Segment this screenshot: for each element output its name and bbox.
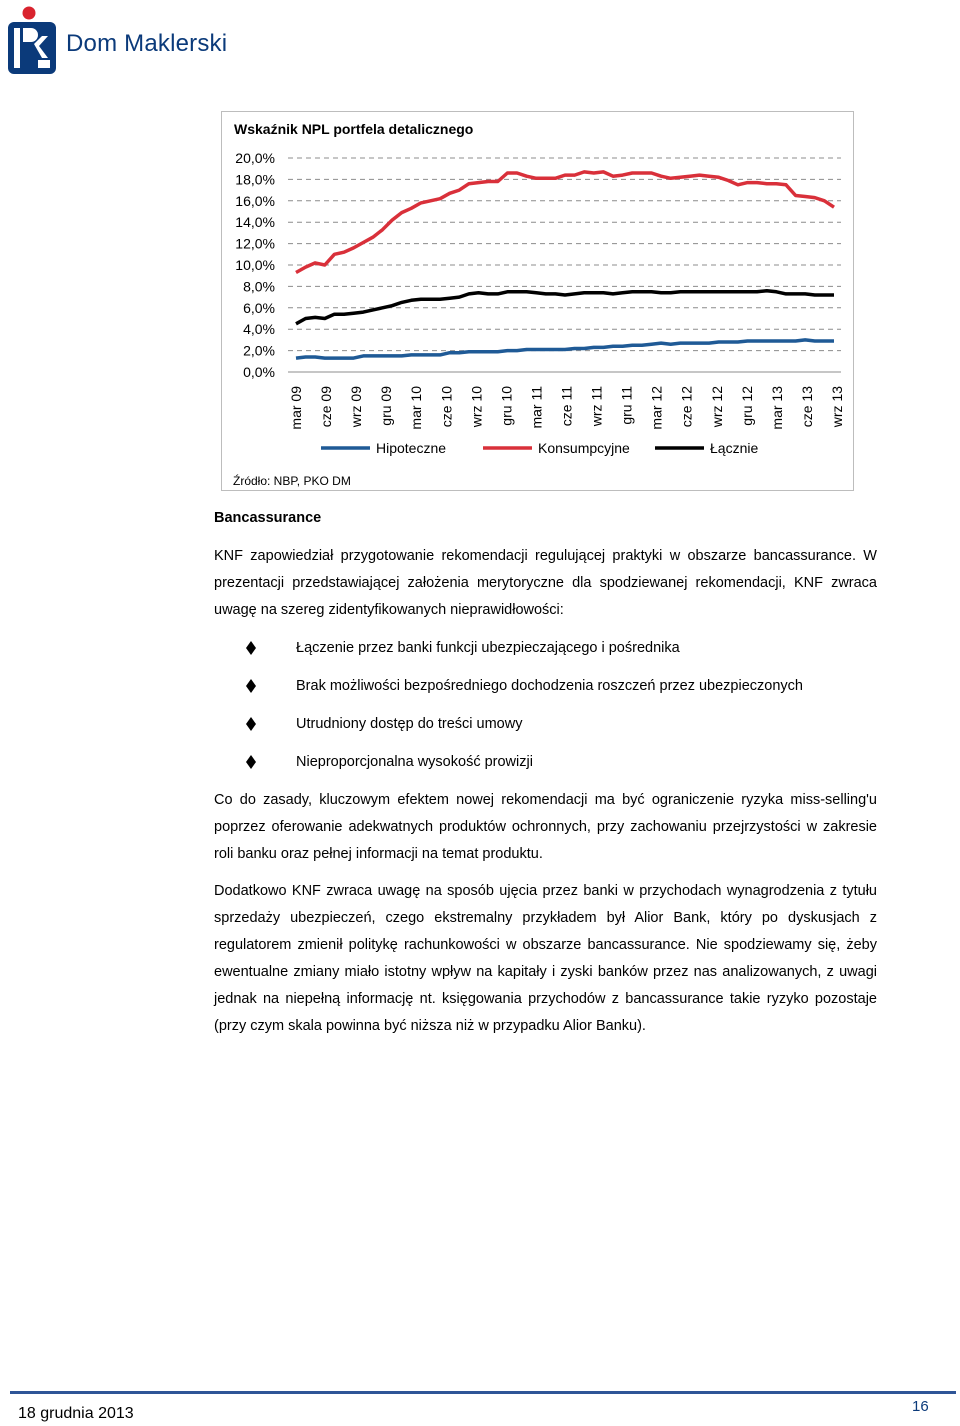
paragraph-intro: KNF zapowiedział przygotowanie rekomendacji regulującej praktyki w obszarze bancassurance. W prezentacji przedstawiającej założenia merytoryczne dla spodziewanej rekomendacji, KNF zwraca uwagę na szereg zidentyfikowanych nieprawidłowości:	[214, 548, 877, 618]
bullet-list	[246, 636, 866, 788]
series-line	[296, 340, 834, 358]
section-heading: Bancassurance	[214, 510, 322, 526]
y-tick-label: 6,0%	[243, 299, 275, 316]
bullet-text: Utrudniony dostęp do treści umowy	[296, 716, 523, 732]
y-tick-label: 12,0%	[235, 235, 275, 252]
x-tick-label: cze 09	[318, 386, 335, 428]
diamond-bullet-icon	[246, 717, 256, 731]
logo-red-dot-icon	[23, 7, 36, 20]
x-tick-label: wrz 12	[708, 386, 725, 428]
npl-line-chart	[221, 111, 854, 491]
legend-label: Hipoteczne	[376, 440, 447, 456]
x-tick-label: mar 11	[528, 386, 545, 429]
x-tick-label: wrz 13	[829, 386, 845, 428]
x-tick-label: wrz 10	[468, 386, 485, 428]
x-tick-label: cze 12	[678, 386, 695, 428]
list-item	[246, 712, 866, 750]
x-tick-label: cze 10	[438, 386, 455, 428]
x-tick-label: gru 12	[738, 386, 755, 426]
y-tick-label: 4,0%	[243, 321, 275, 338]
y-tick-label: 0,0%	[243, 364, 275, 380]
paragraph-effect: Co do zasady, kluczowym efektem nowej rekomendacji ma być ograniczenie ryzyka miss-selling'u poprzez oferowanie adekwatnych produktów ochronnych, przy zachowaniu przejrzystości w zakresie roli banku oraz pełnej informacji na temat produktu.	[214, 792, 877, 862]
bullet-text: Łączenie przez banki funkcji ubezpieczającego i pośrednika	[296, 640, 680, 656]
chart-title: Wskaźnik NPL portfela detalicznego	[234, 121, 474, 137]
diamond-bullet-icon	[246, 755, 256, 769]
y-tick-label: 20,0%	[235, 150, 275, 166]
y-tick-label: 18,0%	[235, 171, 275, 188]
y-tick-label: 14,0%	[235, 214, 275, 231]
x-tick-label: gru 11	[618, 386, 635, 425]
x-tick-label: cze 11	[558, 386, 575, 427]
legend-label: Konsumpcyjne	[538, 440, 630, 456]
diamond-bullet-icon	[246, 679, 256, 693]
y-tick-label: 10,0%	[235, 257, 275, 273]
x-tick-label: cze 13	[798, 386, 815, 428]
footer-date: 18 grudnia 2013	[18, 1405, 134, 1422]
legend-label: Łącznie	[710, 440, 759, 456]
x-tick-label: mar 10	[408, 386, 425, 430]
paragraph-accounting: Dodatkowo KNF zwraca uwagę na sposób ujęcia przez banki w przychodach wynagrodzenia z tytułu sprzedaży ubezpieczeń, czego ekstremalny przykładem był Alior Bank, który po dyskusjach z regulatorem zmienił politykę rachunkowości w obszarze bancassurance. Nie spodziewamy się, żeby ewentualne zmiany miało istotny wpływ na kapitały i zyski banków przez nas analizowanych, z uwagi jednak na niepełną informację nt. księgowania przychodów z bancassurance takie ryzyko pozostaje (przy czym skala powinna być niższa niż w przypadku Alior Banku).	[214, 883, 877, 1034]
y-tick-label: 2,0%	[243, 342, 275, 359]
bullet-text: Brak możliwości bezpośredniego dochodzenia roszczeń przez ubezpieczonych	[296, 678, 803, 694]
list-item	[246, 636, 866, 674]
list-item	[246, 674, 866, 712]
diamond-bullet-icon	[246, 641, 256, 655]
x-tick-label: gru 09	[378, 386, 395, 426]
x-tick-label: mar 09	[288, 386, 304, 430]
chart-source: Źródło: NBP, PKO DM	[233, 474, 351, 488]
brand-name: Dom Maklerski	[66, 30, 228, 57]
x-tick-label: gru 10	[498, 386, 515, 426]
footer-divider	[10, 1391, 956, 1394]
x-tick-label: wrz 09	[348, 386, 365, 428]
list-item	[246, 750, 866, 788]
y-tick-label: 8,0%	[243, 278, 275, 295]
bullet-text: Nieproporcjonalna wysokość prowizji	[296, 754, 533, 770]
x-tick-label: mar 13	[768, 386, 785, 430]
series-line	[296, 291, 834, 324]
y-tick-label: 16,0%	[235, 192, 275, 209]
x-tick-label: wrz 11	[588, 386, 605, 427]
series-line	[296, 172, 834, 273]
x-tick-label: mar 12	[648, 386, 665, 430]
page-number: 16	[912, 1398, 929, 1415]
